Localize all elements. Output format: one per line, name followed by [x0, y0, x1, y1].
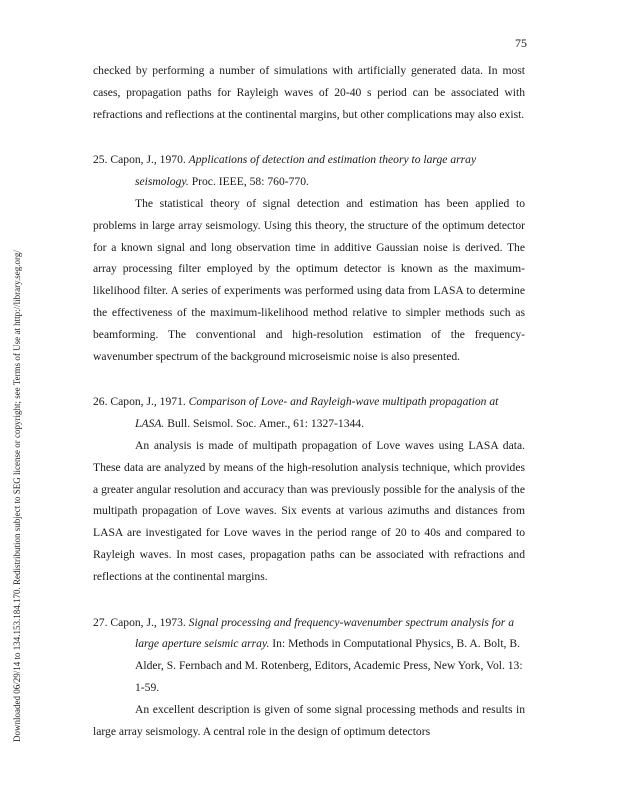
reference-title: Applications of detection and estimation theory to large array seismology. [135, 153, 477, 189]
reference-source: In: Methods in Computational Physics, B. A. Bolt, B. Alder, S. Fernbach and M. Rotenberg, Editors, Academic Press, New York, Vol. 13: 1-59. [135, 637, 523, 694]
reference-citation [93, 149, 525, 193]
page-number: 75 [515, 36, 527, 50]
page-body [93, 60, 525, 742]
reference-citation [93, 612, 525, 699]
bibliography-entry-25 [93, 149, 525, 367]
reference-author: Capon, J., 1973. [110, 615, 186, 629]
reference-number: 27. [93, 615, 108, 629]
reference-title: Comparison of Love- and Rayleigh-wave multipath propagation at LASA. [135, 395, 499, 431]
bibliography-entry-27 [93, 612, 525, 743]
reference-number: 25. [93, 153, 108, 167]
download-watermark: Downloaded 06/29/14 to 134.153.184.170. Redistribution subject to SEG license or copyright; see Terms of Use at http://library.seg.org/ [12, 250, 22, 742]
reference-abstract: The statistical theory of signal detection and estimation has been applied to problems in large array seismology. Using this theory, the structure of the optimum detector for a known signal and long observation time in additive Gaussian noise is derived. The array processing filter employed by the optimum detector is known as the maximum-likelihood filter. A series of experiments was performed using data from LASA to determine the effectiveness of the maximum-likelihood method relative to simpler methods such as beamforming. The conventional and high-resolution estimation of the frequency-wavenumber spectrum of the background microseismic noise is also presented. [93, 196, 525, 363]
reference-author: Capon, J., 1971. [110, 395, 186, 409]
reference-source: Proc. IEEE, 58: 760-770. [191, 175, 309, 189]
reference-number: 26. [93, 395, 108, 409]
intro-paragraph: checked by performing a number of simulations with artificially generated data. In most cases, propagation paths for Rayleigh waves of 20-40 s period can be associated with refractions and reflections at the continental margins, but other complications may also exist. [93, 64, 525, 121]
reference-author: Capon, J., 1970. [110, 153, 186, 167]
reference-title: Signal processing and frequency-wavenumber spectrum analysis for a large aperture seismic array. [135, 615, 514, 651]
reference-abstract: An excellent description is given of some signal processing methods and results in large array seismology. A central role in the design of optimum detectors [93, 702, 525, 738]
bibliography-entry-26 [93, 391, 525, 587]
reference-source: Bull. Seismol. Soc. Amer., 61: 1327-1344. [167, 417, 364, 431]
reference-citation [93, 391, 525, 435]
reference-abstract: An analysis is made of multipath propagation of Love waves using LASA data. These data are analyzed by means of the high-resolution analysis technique, which provides a greater angular resolution and accuracy than was previously possible for the analysis of the multipath propagation of Love waves. Six events at various azimuths and distances from LASA are investigated for Love waves in the period range of 20 to 40s and compared to Rayleigh waves. In most cases, propagation paths can be associated with refractions and reflections at the continental margins. [93, 438, 525, 583]
